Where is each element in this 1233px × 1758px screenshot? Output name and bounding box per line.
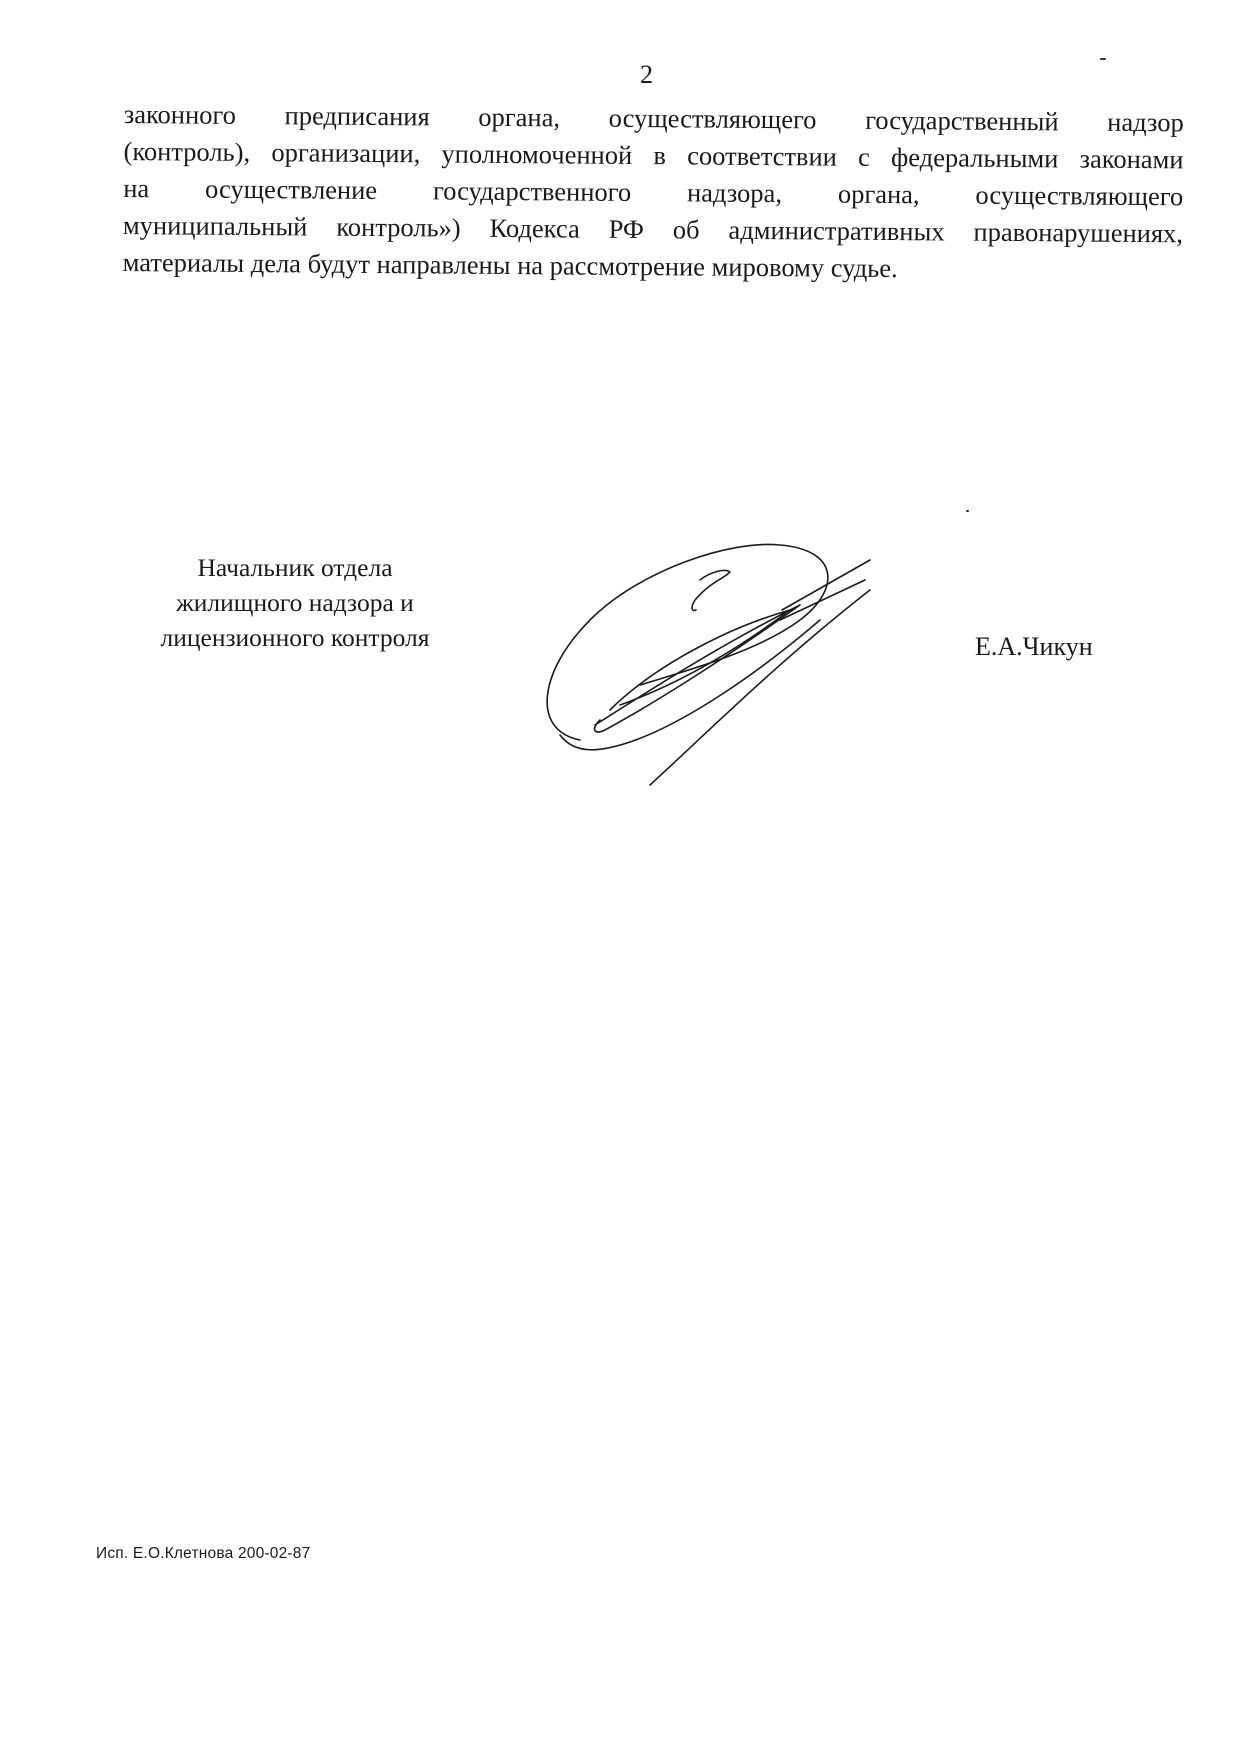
body-line: муниципальный контроль») Кодекса РФ об административных правонарушениях, (122, 209, 1184, 249)
body-line: (контроль), организации, уполномоченной в соответствии с федеральными законами (123, 135, 1184, 175)
scan-speck (966, 510, 969, 512)
executor-contact: Исп. Е.О.Клетнова 200-02-87 (96, 1545, 311, 1562)
signer-position-line: жилищного надзора и (176, 588, 414, 617)
body-line: на осуществление государственного надзора, органа, осуществляющего (123, 172, 1184, 212)
page-number: 2 (640, 60, 653, 89)
scan-speck (1100, 58, 1106, 60)
handwritten-signature (520, 520, 880, 790)
body-line: законного предписания органа, осуществляющего государственный надзор (123, 98, 1184, 138)
body-line: материалы дела будут направлены на рассмотрение мировому судье. (122, 246, 898, 284)
signer-position-line: Начальник отдела (197, 553, 393, 582)
signer-position-line: лицензионного контроля (160, 623, 430, 652)
signer-name: Е.А.Чикун (975, 632, 1093, 661)
body-paragraph (123, 96, 1184, 289)
signer-position (130, 550, 460, 655)
